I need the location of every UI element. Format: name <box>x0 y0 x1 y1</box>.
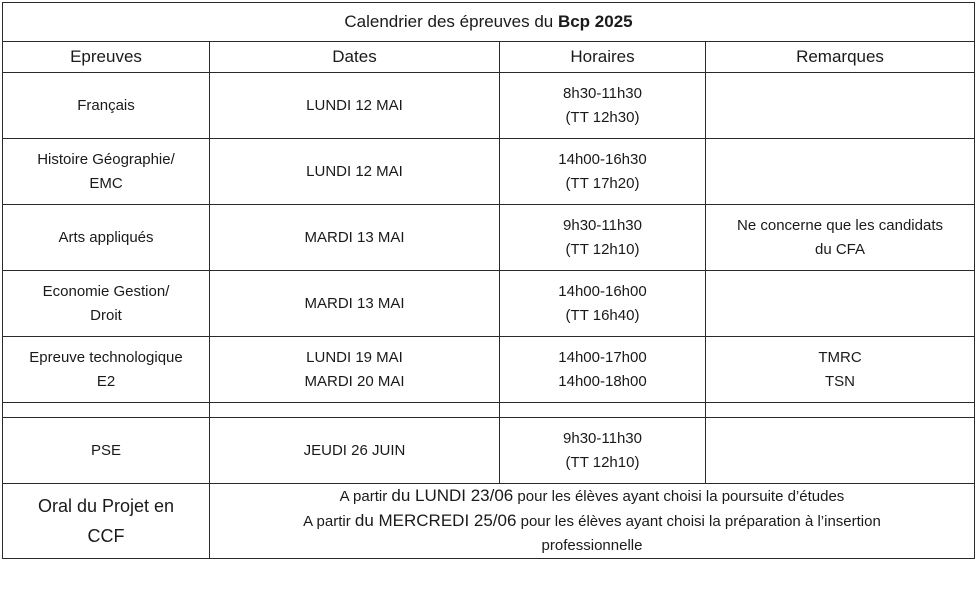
header-remarques: Remarques <box>706 42 975 73</box>
cell-horaires: 14h00-16h30 (TT 17h20) <box>500 139 706 205</box>
cell-horaires: 9h30-11h30 (TT 12h10) <box>500 418 706 484</box>
cell-horaires: 9h30-11h30 (TT 12h10) <box>500 205 706 271</box>
separator-row <box>3 403 975 418</box>
cell-epreuve: Histoire Géographie/ EMC <box>3 139 210 205</box>
cell-epreuve: Arts appliqués <box>3 205 210 271</box>
cell-dates: LUNDI 19 MAI MARDI 20 MAI <box>210 337 500 403</box>
cell-horaires: 8h30-11h30 (TT 12h30) <box>500 73 706 139</box>
header-horaires: Horaires <box>500 42 706 73</box>
table-row <box>3 73 975 139</box>
cell-dates: LUNDI 12 MAI <box>210 139 500 205</box>
title-bold: Bcp 2025 <box>557 12 633 31</box>
cell-horaires: 14h00-17h00 14h00-18h00 <box>500 337 706 403</box>
empty-cell <box>706 403 975 418</box>
oral-line-2: A partir du MERCREDI 25/06 pour les élèves ayant choisi la préparation à l’insertion <box>303 511 881 530</box>
cell-epreuve: Français <box>3 73 210 139</box>
table-row <box>3 418 975 484</box>
empty-cell <box>3 403 210 418</box>
header-epreuves: Epreuves <box>3 42 210 73</box>
cell-remarques: TMRC TSN <box>706 337 975 403</box>
cell-dates: JEUDI 26 JUIN <box>210 418 500 484</box>
exam-calendar-table <box>2 2 975 559</box>
table-title: Calendrier des épreuves du Bcp 2025 <box>3 3 975 42</box>
cell-remarques <box>706 139 975 205</box>
header-row <box>3 42 975 73</box>
cell-remarques <box>706 418 975 484</box>
cell-remarques <box>706 73 975 139</box>
oral-label: Oral du Projet en CCF <box>3 484 210 559</box>
oral-details <box>210 484 975 559</box>
cell-epreuve: Economie Gestion/ Droit <box>3 271 210 337</box>
cell-remarques: Ne concerne que les candidats du CFA <box>706 205 975 271</box>
empty-cell <box>210 403 500 418</box>
title-row <box>3 3 975 42</box>
table-row <box>3 271 975 337</box>
cell-dates: LUNDI 12 MAI <box>210 73 500 139</box>
cell-epreuve: PSE <box>3 418 210 484</box>
cell-horaires: 14h00-16h00 (TT 16h40) <box>500 271 706 337</box>
oral-line-1: A partir du LUNDI 23/06 pour les élèves ayant choisi la poursuite d’études <box>339 486 845 505</box>
table-row <box>3 139 975 205</box>
cell-remarques <box>706 271 975 337</box>
header-dates: Dates <box>210 42 500 73</box>
cell-dates: MARDI 13 MAI <box>210 205 500 271</box>
empty-cell <box>500 403 706 418</box>
table-row <box>3 337 975 403</box>
cell-dates: MARDI 13 MAI <box>210 271 500 337</box>
cell-epreuve: Epreuve technologique E2 <box>3 337 210 403</box>
oral-line-3: professionnelle <box>541 537 643 554</box>
oral-row <box>3 484 975 559</box>
table-row <box>3 205 975 271</box>
